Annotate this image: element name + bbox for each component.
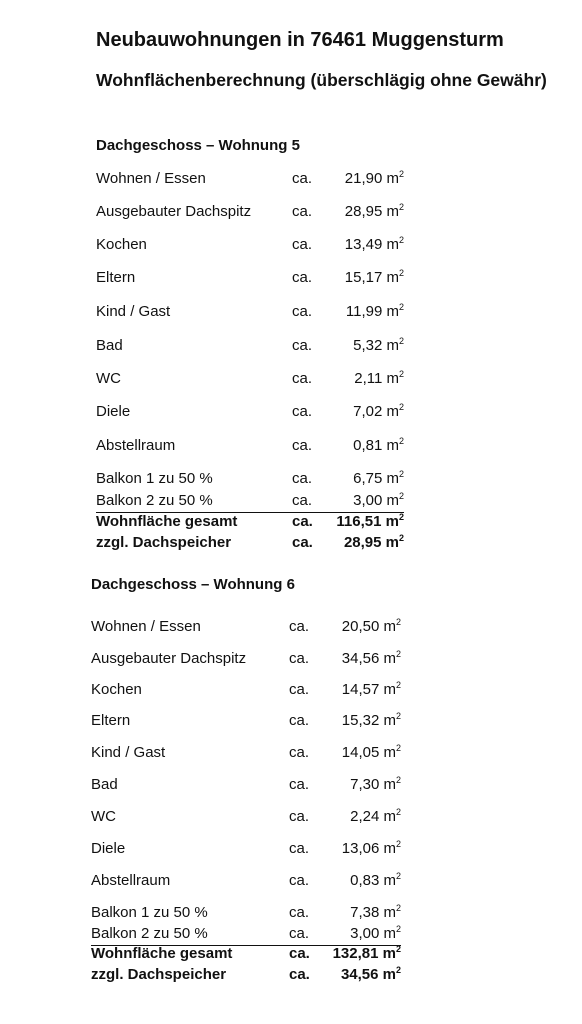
room-row bbox=[96, 236, 404, 256]
unit-exponent: 2 bbox=[395, 965, 401, 975]
area-value: 2,24 $m^2$ bbox=[350, 807, 401, 825]
room-label: Balkon 1 zu 50 % bbox=[91, 904, 208, 921]
approx-marker: ca. bbox=[289, 945, 310, 962]
area-value: 132,81 $m^2$ bbox=[332, 944, 401, 962]
unit-exponent: 2 bbox=[395, 711, 401, 721]
room-label: Ausgebauter Dachspitz bbox=[96, 203, 252, 220]
area-value: 34,56 $m^2$ bbox=[341, 649, 401, 667]
room-label: Kochen bbox=[96, 236, 147, 253]
room-row bbox=[96, 492, 404, 513]
room-label: Wohnen / Essen bbox=[91, 618, 201, 635]
room-row bbox=[96, 370, 404, 390]
approx-marker: ca. bbox=[292, 170, 313, 187]
total-row bbox=[96, 513, 404, 533]
area-value: 21,90 $m^2$ bbox=[344, 169, 404, 187]
room-row bbox=[96, 170, 404, 190]
approx-marker: ca. bbox=[289, 904, 310, 921]
area-value: 116,51 $m^2$ bbox=[336, 512, 404, 530]
approx-marker: ca. bbox=[289, 681, 310, 698]
room-label: Kind / Gast bbox=[91, 744, 166, 761]
approx-marker: ca. bbox=[292, 236, 313, 253]
unit-exponent: 2 bbox=[398, 235, 404, 245]
room-row bbox=[91, 904, 401, 924]
approx-marker: ca. bbox=[289, 618, 310, 635]
unit-exponent: 2 bbox=[398, 369, 404, 379]
approx-marker: ca. bbox=[289, 808, 310, 825]
area-value: 14,57 $m^2$ bbox=[341, 680, 401, 698]
approx-marker: ca. bbox=[289, 650, 310, 667]
room-label: WC bbox=[96, 370, 121, 387]
area-value: 7,02 $m^2$ bbox=[353, 402, 404, 420]
section-heading: Dachgeschoss – Wohnung 5 bbox=[96, 137, 300, 154]
approx-marker: ca. bbox=[292, 203, 313, 220]
room-row bbox=[91, 925, 401, 946]
unit-exponent: 2 bbox=[395, 617, 401, 627]
approx-marker: ca. bbox=[289, 872, 310, 889]
room-label: Balkon 1 zu 50 % bbox=[96, 470, 213, 487]
page-title: Neubauwohnungen in 76461 Muggensturm bbox=[96, 29, 504, 51]
approx-marker: ca. bbox=[289, 712, 310, 729]
room-row bbox=[96, 303, 404, 323]
approx-marker: ca. bbox=[289, 776, 310, 793]
room-row bbox=[91, 776, 401, 796]
approx-marker: ca. bbox=[289, 966, 310, 983]
approx-marker: ca. bbox=[292, 513, 313, 530]
area-value: 6,75 $m^2$ bbox=[353, 469, 404, 487]
approx-marker: ca. bbox=[292, 337, 313, 354]
room-row bbox=[91, 681, 401, 701]
room-label: zzgl. Dachspeicher bbox=[96, 534, 232, 551]
room-label: Diele bbox=[96, 403, 131, 420]
area-value: 20,50 $m^2$ bbox=[341, 617, 401, 635]
room-label: Wohnfläche gesamt bbox=[96, 513, 238, 530]
room-label: Eltern bbox=[91, 712, 131, 729]
unit-exponent: 2 bbox=[395, 871, 401, 881]
room-row bbox=[91, 650, 401, 670]
room-row bbox=[91, 808, 401, 828]
total-row bbox=[91, 945, 401, 965]
unit-exponent: 2 bbox=[398, 469, 404, 479]
room-row bbox=[91, 712, 401, 732]
approx-marker: ca. bbox=[292, 403, 313, 420]
room-row bbox=[96, 437, 404, 457]
area-value: 7,38 $m^2$ bbox=[350, 903, 401, 921]
area-value: 13,49 $m^2$ bbox=[344, 235, 404, 253]
unit-exponent: 2 bbox=[398, 336, 404, 346]
room-label: Diele bbox=[91, 840, 126, 857]
room-label: Kochen bbox=[91, 681, 142, 698]
approx-marker: ca. bbox=[292, 492, 313, 509]
room-label: Bad bbox=[91, 776, 118, 793]
approx-marker: ca. bbox=[292, 370, 313, 387]
area-value: 3,00 $m^2$ bbox=[350, 924, 401, 942]
area-value: 14,05 $m^2$ bbox=[341, 743, 401, 761]
room-row bbox=[91, 872, 401, 892]
room-label: Abstellraum bbox=[96, 437, 176, 454]
room-label: Wohnfläche gesamt bbox=[91, 945, 233, 962]
room-row bbox=[96, 403, 404, 423]
unit-exponent: 2 bbox=[395, 839, 401, 849]
section-heading: Dachgeschoss – Wohnung 6 bbox=[91, 576, 295, 593]
unit-exponent: 2 bbox=[395, 944, 401, 954]
unit-exponent: 2 bbox=[395, 680, 401, 690]
unit-exponent: 2 bbox=[395, 743, 401, 753]
room-row bbox=[91, 618, 401, 638]
unit-exponent: 2 bbox=[395, 924, 401, 934]
unit-exponent: 2 bbox=[398, 268, 404, 278]
room-label: zzgl. Dachspeicher bbox=[91, 966, 227, 983]
unit-exponent: 2 bbox=[398, 169, 404, 179]
room-label: Ausgebauter Dachspitz bbox=[91, 650, 247, 667]
area-value: 13,06 $m^2$ bbox=[341, 839, 401, 857]
unit-exponent: 2 bbox=[395, 649, 401, 659]
approx-marker: ca. bbox=[292, 269, 313, 286]
area-value: 2,11 $m^2$ bbox=[354, 369, 404, 387]
area-value: 15,32 $m^2$ bbox=[341, 711, 401, 729]
area-value: 5,32 $m^2$ bbox=[353, 336, 404, 354]
unit-exponent: 2 bbox=[398, 436, 404, 446]
room-label: Wohnen / Essen bbox=[96, 170, 206, 187]
area-value: 7,30 $m^2$ bbox=[350, 775, 401, 793]
area-value: 3,00 $m^2$ bbox=[353, 491, 404, 509]
area-value: 11,99 $m^2$ bbox=[345, 302, 404, 320]
total-row bbox=[91, 966, 401, 986]
area-value: 28,95 $m^2$ bbox=[343, 533, 404, 551]
room-label: Bad bbox=[96, 337, 123, 354]
area-value: 28,95 $m^2$ bbox=[344, 202, 404, 220]
room-label: Balkon 2 zu 50 % bbox=[96, 492, 213, 509]
area-value: 0,81 $m^2$ bbox=[353, 436, 404, 454]
approx-marker: ca. bbox=[292, 534, 313, 551]
unit-exponent: 2 bbox=[398, 533, 404, 543]
approx-marker: ca. bbox=[292, 470, 313, 487]
area-value: 0,83 $m^2$ bbox=[350, 871, 401, 889]
room-row bbox=[96, 269, 404, 289]
room-row bbox=[96, 470, 404, 490]
approx-marker: ca. bbox=[292, 437, 313, 454]
unit-exponent: 2 bbox=[395, 807, 401, 817]
area-value: 15,17 $m^2$ bbox=[344, 268, 404, 286]
page-subtitle: Wohnflächenberechnung (überschlägig ohne Gewähr) bbox=[96, 70, 547, 90]
unit-exponent: 2 bbox=[395, 903, 401, 913]
unit-exponent: 2 bbox=[398, 512, 404, 522]
room-label: Balkon 2 zu 50 % bbox=[91, 925, 208, 942]
area-value: 34,56 $m^2$ bbox=[340, 965, 401, 983]
approx-marker: ca. bbox=[292, 303, 313, 320]
room-label: Kind / Gast bbox=[96, 303, 171, 320]
unit-exponent: 2 bbox=[398, 491, 404, 501]
unit-exponent: 2 bbox=[398, 202, 404, 212]
approx-marker: ca. bbox=[289, 925, 310, 942]
room-row bbox=[96, 203, 404, 223]
unit-exponent: 2 bbox=[395, 775, 401, 785]
approx-marker: ca. bbox=[289, 840, 310, 857]
room-label: WC bbox=[91, 808, 116, 825]
room-label: Eltern bbox=[96, 269, 136, 286]
room-row bbox=[96, 337, 404, 357]
room-row bbox=[91, 840, 401, 860]
total-row bbox=[96, 534, 404, 554]
room-row bbox=[91, 744, 401, 764]
unit-exponent: 2 bbox=[398, 402, 404, 412]
room-label: Abstellraum bbox=[91, 872, 171, 889]
approx-marker: ca. bbox=[289, 744, 310, 761]
unit-exponent: 2 bbox=[398, 302, 404, 312]
